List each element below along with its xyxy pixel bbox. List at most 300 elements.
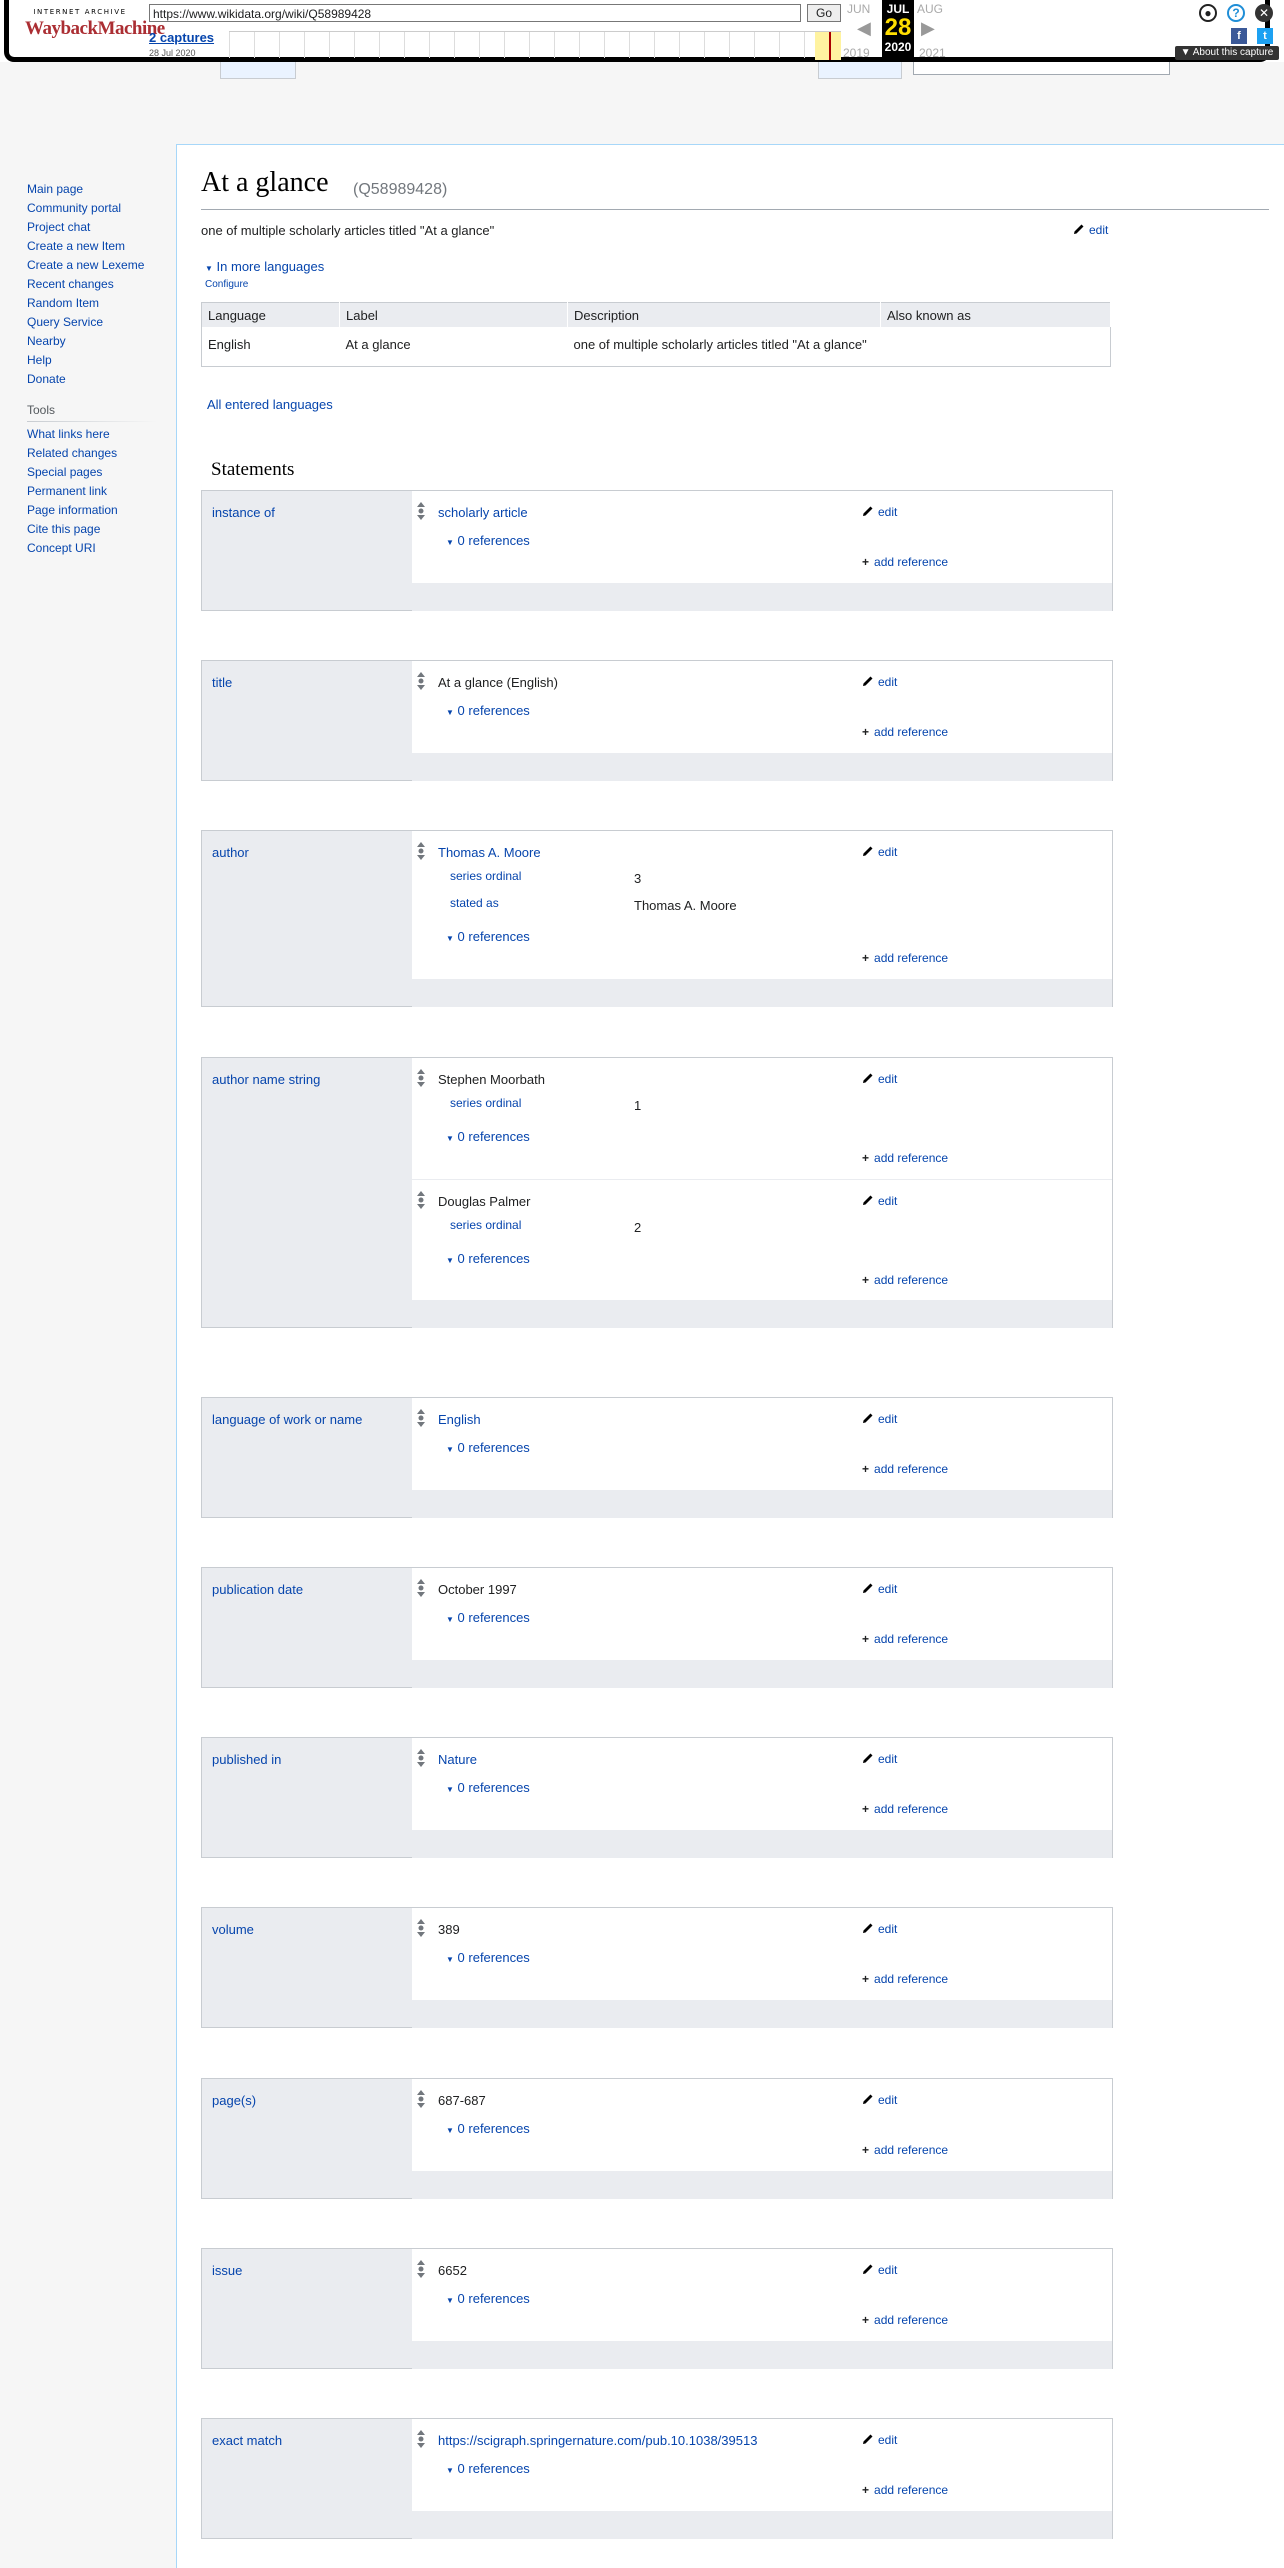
sparkline-tick: [754, 32, 755, 58]
cell-description: one of multiple scholarly articles titled "At a glance": [573, 337, 867, 352]
sparkline-tick: [254, 32, 255, 58]
property-link[interactable]: language of work or name: [212, 1412, 363, 1427]
sidebar: [0, 180, 176, 558]
add-reference-label: add reference: [874, 2483, 949, 2497]
main-content: [176, 144, 1284, 2568]
edit-label: edit: [878, 1922, 898, 1936]
property-link[interactable]: exact match: [212, 2433, 283, 2448]
value-text: October 1997: [438, 1582, 517, 1597]
value-text: At a glance (English): [438, 675, 558, 690]
wayback-sparkline[interactable]: [229, 31, 841, 60]
value-text: 687-687: [438, 2093, 486, 2108]
sparkline-tick: [504, 32, 505, 58]
references-label: 0 references: [457, 2291, 530, 2306]
plus-icon: +: [862, 2483, 870, 2497]
statement-values: [412, 1908, 1112, 2001]
sidebar-tool-permanent-link[interactable]: Permanent link: [27, 484, 108, 498]
property-link[interactable]: author: [212, 845, 249, 860]
references-toggle[interactable]: [446, 1251, 530, 1266]
add-reference-button[interactable]: [862, 1151, 948, 1165]
statement-group: [201, 1907, 1113, 2028]
sidebar-tools: [0, 425, 176, 558]
add-reference-button[interactable]: [862, 1632, 948, 1646]
qualifier: [412, 896, 1112, 916]
qualifier-value: 2: [634, 1220, 642, 1235]
references-label: 0 references: [457, 2121, 530, 2136]
statement-values: [412, 491, 1112, 584]
edit-label: edit: [878, 2093, 898, 2107]
sparkline-tick: [279, 32, 280, 58]
wayback-url-input[interactable]: https://www.wikidata.org/wiki/Q58989428: [149, 4, 801, 22]
statements-heading: Statements: [211, 459, 295, 480]
property-link[interactable]: published in: [212, 1752, 282, 1767]
current-year: 2020: [884, 40, 912, 54]
value-edit-button[interactable]: [862, 2263, 897, 2277]
statement-value: [412, 831, 1112, 980]
col-aliases: Also known as: [881, 303, 1111, 328]
pencil-icon: [862, 1752, 874, 1764]
prev-arrow-icon[interactable]: ◀: [857, 18, 871, 38]
col-label: Label: [340, 303, 568, 328]
qualifier: [412, 1218, 1112, 1238]
next-arrow-icon[interactable]: ▶: [921, 18, 935, 38]
current-day: 28: [884, 14, 912, 41]
references-toggle[interactable]: [446, 2461, 530, 2476]
add-value-bar: [412, 1490, 1112, 1518]
item-description: one of multiple scholarly articles titled "At a glance": [201, 223, 495, 238]
wayback-current-date: [882, 0, 914, 60]
add-reference-label: add reference: [874, 2313, 949, 2327]
statement-group: [201, 1567, 1113, 1688]
plus-icon: +: [862, 1462, 870, 1476]
caret-down-icon: ▼: [205, 264, 213, 273]
pencil-icon: [862, 2093, 874, 2105]
statement-values: [412, 1058, 1112, 1302]
plus-icon: +: [862, 1273, 870, 1287]
cell-label: At a glance: [345, 337, 411, 352]
qualifier-value: 3: [634, 871, 642, 886]
references-label: 0 references: [457, 929, 530, 944]
sidebar-item-donate[interactable]: Donate: [27, 372, 66, 386]
qualifier-property[interactable]: series ordinal: [450, 869, 522, 883]
value-edit-button[interactable]: [862, 1582, 897, 1596]
qualifier: [412, 1096, 1112, 1116]
value-edit-button[interactable]: [862, 1412, 897, 1426]
edit-label: edit: [878, 2263, 898, 2277]
rank-selector-icon[interactable]: [416, 2429, 426, 2449]
col-language: Language: [202, 303, 340, 328]
pencil-icon: [862, 675, 874, 687]
add-value-bar: [412, 753, 1112, 781]
add-reference-label: add reference: [874, 1462, 949, 1476]
references-toggle[interactable]: [446, 2291, 530, 2306]
sparkline-tick: [654, 32, 655, 58]
sparkline-capture-bar[interactable]: [829, 32, 831, 60]
caret-down-icon: ▼: [446, 1615, 454, 1624]
sidebar-item-random-item[interactable]: Random Item: [27, 296, 100, 310]
pencil-icon: [862, 2263, 874, 2275]
qualifier-property[interactable]: series ordinal: [450, 1218, 522, 1232]
about-capture-button[interactable]: ▼ About this capture: [1175, 46, 1279, 60]
statement-value: [412, 1568, 1112, 1661]
sparkline-tick: [379, 32, 380, 58]
value-text[interactable]: https://scigraph.springernature.com/pub.10.1038/39513: [438, 2433, 758, 2448]
value-text[interactable]: English: [438, 1412, 481, 1427]
sparkline-tick: [354, 32, 355, 58]
references-label: 0 references: [457, 1440, 530, 1455]
close-icon[interactable]: ✕: [1255, 4, 1273, 22]
sparkline-tick: [329, 32, 330, 58]
sidebar-tool-page-information[interactable]: Page information: [27, 503, 118, 517]
references-toggle[interactable]: [446, 703, 530, 718]
edit-label: edit: [878, 505, 898, 519]
sidebar-nav: [0, 180, 176, 389]
value-edit-button[interactable]: [862, 2093, 897, 2107]
sparkline-tick: [579, 32, 580, 58]
sparkline-tick: [229, 32, 230, 58]
qualifier-value: 1: [634, 1098, 642, 1113]
references-toggle[interactable]: [446, 1129, 530, 1144]
wayback-prev-month[interactable]: JUN: [847, 2, 871, 16]
sidebar-item-community-portal[interactable]: Community portal: [27, 201, 122, 215]
sparkline-tick: [479, 32, 480, 58]
wayback-capture-date: 28 Jul 2020: [149, 48, 196, 58]
property-link[interactable]: title: [212, 675, 233, 690]
sidebar-tool-related-changes[interactable]: Related changes: [27, 446, 118, 460]
sparkline-highlight: [815, 32, 841, 60]
col-description: Description: [568, 303, 881, 328]
language-table-row: [202, 327, 1111, 367]
value-text[interactable]: Nature: [438, 1752, 478, 1767]
pencil-icon: [862, 1072, 874, 1084]
references-label: 0 references: [457, 1129, 530, 1144]
statement-values: [412, 661, 1112, 754]
plus-icon: +: [862, 555, 870, 569]
add-reference-label: add reference: [874, 555, 949, 569]
statement-group: [201, 2248, 1113, 2369]
rank-selector-icon[interactable]: [416, 1068, 426, 1088]
edit-label: edit: [878, 1412, 898, 1426]
sparkline-tick: [404, 32, 405, 58]
edit-label: edit: [878, 1582, 898, 1596]
add-value-bar: [412, 2171, 1112, 2199]
cell-language: English: [208, 337, 251, 352]
references-toggle[interactable]: [446, 1780, 530, 1795]
add-value-bar: [412, 1300, 1112, 1328]
rank-selector-icon[interactable]: [416, 2089, 426, 2109]
plus-icon: +: [862, 1972, 870, 1986]
sparkline-tick: [779, 32, 780, 58]
caret-down-icon: ▼: [446, 1445, 454, 1454]
references-toggle[interactable]: [446, 1950, 530, 1965]
sidebar-item-create-a-new-lexeme[interactable]: Create a new Lexeme: [27, 258, 145, 272]
value-edit-button[interactable]: [862, 845, 897, 859]
add-reference-label: add reference: [874, 1151, 949, 1165]
wayback-next-month[interactable]: AUG: [917, 2, 944, 16]
plus-icon: +: [862, 2143, 870, 2157]
sparkline-tick: [529, 32, 530, 58]
in-more-languages-toggle[interactable]: [205, 259, 324, 274]
sidebar-item-main-page[interactable]: Main page: [27, 182, 84, 196]
value-edit-button[interactable]: [862, 1922, 897, 1936]
sidebar-item-help[interactable]: Help: [27, 353, 52, 367]
statement-values: [412, 1738, 1112, 1831]
sidebar-item-nearby[interactable]: Nearby: [27, 334, 66, 348]
statement-group: [201, 830, 1113, 1007]
add-value-bar: [412, 2000, 1112, 2028]
property-link[interactable]: volume: [212, 1922, 254, 1937]
add-reference-label: add reference: [874, 951, 949, 965]
statement-group: [201, 1397, 1113, 1518]
add-value-bar: [412, 1660, 1112, 1688]
pencil-icon: [862, 1582, 874, 1594]
value-edit-button[interactable]: [862, 505, 897, 519]
caret-down-icon: ▼: [446, 708, 454, 717]
pencil-icon: [862, 2433, 874, 2445]
rank-selector-icon[interactable]: [416, 1748, 426, 1768]
references-toggle[interactable]: [446, 929, 530, 944]
add-reference-label: add reference: [874, 1802, 949, 1816]
value-edit-button[interactable]: [862, 1752, 897, 1766]
rank-selector-icon[interactable]: [416, 1918, 426, 1938]
statement-values: [412, 831, 1112, 980]
property-link[interactable]: author name string: [212, 1072, 321, 1087]
add-value-bar: [412, 2341, 1112, 2369]
caret-down-icon: ▼: [446, 2296, 454, 2305]
statement-group: [201, 2418, 1113, 2539]
wayback-logo[interactable]: [25, 8, 165, 52]
property-link[interactable]: issue: [212, 2263, 243, 2278]
add-reference-button[interactable]: [862, 1972, 948, 1986]
rank-selector-icon[interactable]: [416, 1578, 426, 1598]
edit-label: edit: [878, 1752, 898, 1766]
pencil-icon: [862, 1922, 874, 1934]
sparkline-tick: [679, 32, 680, 58]
sidebar-tool-cite-this-page[interactable]: Cite this page: [27, 522, 101, 536]
value-text: Stephen Moorbath: [438, 1072, 545, 1087]
edit-label: edit: [1089, 223, 1109, 237]
references-label: 0 references: [457, 703, 530, 718]
wayback-go-button[interactable]: Go: [807, 4, 841, 22]
statement-values: [412, 2419, 1112, 2512]
add-reference-label: add reference: [874, 1632, 949, 1646]
sidebar-item-project-chat[interactable]: Project chat: [27, 220, 91, 234]
caret-down-icon: ▼: [446, 1785, 454, 1794]
tools-divider: [27, 421, 157, 422]
add-value-bar: [412, 2511, 1112, 2539]
pencil-icon: [862, 1194, 874, 1206]
language-table: [201, 302, 1111, 367]
wayback-next-year[interactable]: 2021: [919, 46, 946, 60]
page-title-row: [201, 167, 1269, 210]
plus-icon: +: [862, 2313, 870, 2327]
caret-down-icon: ▼: [446, 934, 454, 943]
sparkline-tick: [604, 32, 605, 58]
pencil-icon: [862, 1412, 874, 1424]
plus-icon: +: [862, 1802, 870, 1816]
twitter-icon[interactable]: t: [1257, 28, 1273, 44]
value-text: 389: [438, 1922, 460, 1937]
wayback-logo-main: WaybackMachine: [25, 18, 165, 39]
sparkline-tick: [704, 32, 705, 58]
sparkline-tick: [554, 32, 555, 58]
sparkline-tick: [629, 32, 630, 58]
description-edit-button[interactable]: [1073, 223, 1108, 237]
sidebar-tool-concept-uri[interactable]: Concept URI: [27, 541, 96, 555]
statement-group: [201, 660, 1113, 781]
add-value-bar: [412, 583, 1112, 611]
value-text[interactable]: Thomas A. Moore: [438, 845, 541, 860]
qualifier-property[interactable]: series ordinal: [450, 1096, 522, 1110]
configure-link[interactable]: Configure: [205, 279, 249, 290]
current-month: JUL: [886, 2, 910, 16]
statement-values: [412, 1568, 1112, 1661]
references-toggle[interactable]: [446, 1610, 530, 1625]
sparkline-tick: [429, 32, 430, 58]
property-link[interactable]: publication date: [212, 1582, 304, 1597]
edit-label: edit: [878, 2433, 898, 2447]
property-link[interactable]: instance of: [212, 505, 275, 520]
add-reference-button[interactable]: [862, 1802, 948, 1816]
sparkline-tick: [304, 32, 305, 58]
add-reference-button[interactable]: [862, 951, 948, 965]
wayback-prev-year[interactable]: 2019: [843, 46, 870, 60]
add-reference-button[interactable]: [862, 2143, 948, 2157]
caret-down-icon: ▼: [446, 1256, 454, 1265]
add-reference-label: add reference: [874, 2143, 949, 2157]
rank-selector-icon[interactable]: [416, 2259, 426, 2279]
references-label: 0 references: [457, 1950, 530, 1965]
add-reference-button[interactable]: [862, 1273, 948, 1287]
qualifier-property[interactable]: stated as: [450, 896, 499, 910]
facebook-icon[interactable]: f: [1231, 28, 1247, 44]
edit-label: edit: [878, 1072, 898, 1086]
rank-selector-icon[interactable]: [416, 501, 426, 521]
add-reference-button[interactable]: [862, 1462, 948, 1476]
caret-down-icon: ▼: [446, 1134, 454, 1143]
rank-selector-icon[interactable]: [416, 671, 426, 691]
statement-group: [201, 1057, 1113, 1328]
references-toggle[interactable]: [446, 1440, 530, 1455]
statement-value: [412, 1180, 1112, 1302]
plus-icon: +: [862, 1151, 870, 1165]
statement-value: [412, 2419, 1112, 2512]
pencil-icon: [862, 845, 874, 857]
statement-values: [412, 1398, 1112, 1491]
page-title: At a glance: [201, 167, 329, 198]
references-label: 0 references: [457, 1780, 530, 1795]
value-edit-button[interactable]: [862, 675, 897, 689]
user-icon[interactable]: ●: [1199, 4, 1217, 22]
sidebar-tool-special-pages[interactable]: Special pages: [27, 465, 103, 479]
value-text: 6652: [438, 2263, 467, 2278]
value-edit-button[interactable]: [862, 1194, 897, 1208]
caret-down-icon: ▼: [446, 1955, 454, 1964]
statement-value: [412, 491, 1112, 584]
edit-label: edit: [878, 675, 898, 689]
statement-value: [412, 2079, 1112, 2172]
statement-values: [412, 2249, 1112, 2342]
statement-value: [412, 2249, 1112, 2342]
wayback-captures-link[interactable]: 2 captures: [149, 30, 215, 45]
statement-value: [412, 1058, 1112, 1180]
statement-value: [412, 1908, 1112, 2001]
add-reference-label: add reference: [874, 725, 949, 739]
references-toggle[interactable]: [446, 533, 530, 548]
cell-aliases: [881, 327, 1111, 367]
add-reference-button[interactable]: [862, 2483, 948, 2497]
qualifier-value: Thomas A. Moore: [634, 898, 737, 913]
rank-selector-icon[interactable]: [416, 1408, 426, 1428]
value-text: Douglas Palmer: [438, 1194, 531, 1209]
in-more-languages-label: In more languages: [216, 259, 325, 274]
add-reference-button[interactable]: [862, 2313, 948, 2327]
qualifier: [412, 869, 1112, 889]
add-reference-button[interactable]: [862, 725, 948, 739]
edit-label: edit: [878, 1194, 898, 1208]
statement-group: [201, 1737, 1113, 1858]
wayback-toolbar: [0, 0, 1284, 62]
references-label: 0 references: [457, 1610, 530, 1625]
caret-down-icon: ▼: [446, 2126, 454, 2135]
add-reference-label: add reference: [874, 1273, 949, 1287]
add-value-bar: [412, 979, 1112, 1007]
references-label: 0 references: [457, 1251, 530, 1266]
statement-value: [412, 1738, 1112, 1831]
references-label: 0 references: [457, 2461, 530, 2476]
add-reference-button[interactable]: [862, 555, 948, 569]
all-entered-languages-link[interactable]: All entered languages: [207, 397, 333, 412]
rank-selector-icon[interactable]: [416, 841, 426, 861]
language-table-header: [202, 303, 1111, 328]
add-value-bar: [412, 1830, 1112, 1858]
wayback-logo-top: INTERNET ARCHIVE: [33, 8, 127, 16]
property-link[interactable]: page(s): [212, 2093, 257, 2108]
help-icon[interactable]: ?: [1227, 4, 1245, 22]
plus-icon: +: [862, 1632, 870, 1646]
rank-selector-icon[interactable]: [416, 1190, 426, 1210]
sidebar-item-query-service[interactable]: Query Service: [27, 315, 104, 329]
value-edit-button[interactable]: [862, 2433, 897, 2447]
sidebar-item-recent-changes[interactable]: Recent changes: [27, 277, 114, 291]
value-edit-button[interactable]: [862, 1072, 897, 1086]
statement-values: [412, 2079, 1112, 2172]
edit-label: edit: [878, 845, 898, 859]
sidebar-item-create-a-new-item[interactable]: Create a new Item: [27, 239, 126, 253]
wayback-frame: [4, 0, 1274, 62]
sparkline-tick: [729, 32, 730, 58]
item-id: (Q58989428): [353, 181, 448, 198]
about-capture-label: About this capture: [1192, 47, 1274, 58]
add-reference-label: add reference: [874, 1972, 949, 1986]
sparkline-tick: [804, 32, 805, 58]
value-text[interactable]: scholarly article: [438, 505, 528, 520]
statement-value: [412, 661, 1112, 754]
tools-heading: Tools: [27, 403, 56, 417]
plus-icon: +: [862, 951, 870, 965]
caret-down-icon: ▼: [446, 2466, 454, 2475]
references-label: 0 references: [457, 533, 530, 548]
sidebar-tool-what-links-here[interactable]: What links here: [27, 427, 110, 441]
references-toggle[interactable]: [446, 2121, 530, 2136]
statement-group: [201, 2078, 1113, 2199]
plus-icon: +: [862, 725, 870, 739]
pencil-icon: [862, 505, 874, 517]
statement-value: [412, 1398, 1112, 1491]
sparkline-tick: [454, 32, 455, 58]
caret-down-icon: ▼: [446, 538, 454, 547]
statement-group: [201, 490, 1113, 611]
